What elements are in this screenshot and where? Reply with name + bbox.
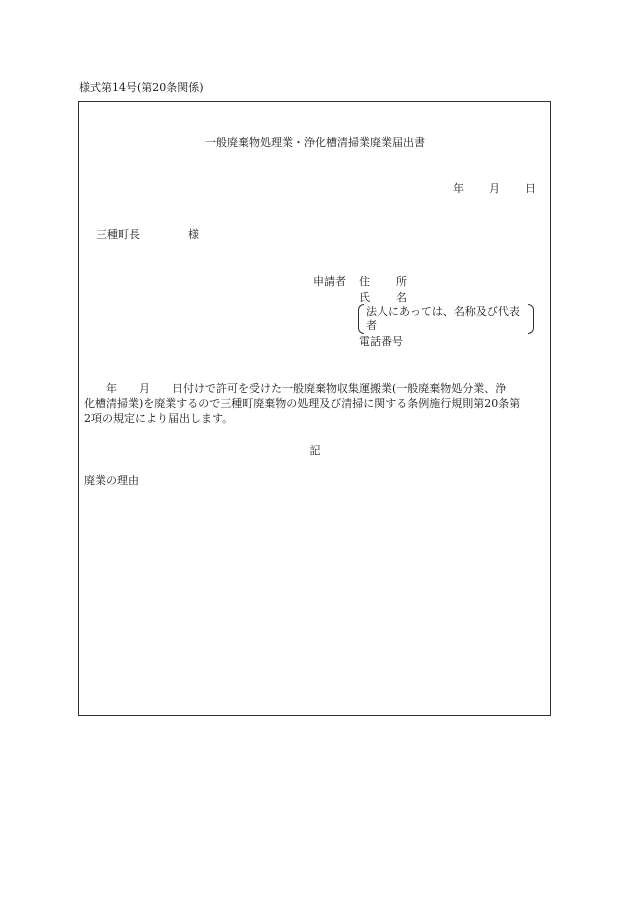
date-day-label: 日 <box>525 182 536 195</box>
phone-label: 電話番号 <box>359 335 403 348</box>
body-line-2: 化槽清掃業)を廃業するので三種町廃棄物の処理及び清掃に関する条例施行規則第20条第 <box>84 397 521 410</box>
address-label: 住 <box>359 275 370 288</box>
form-number: 様式第14号(第20条関係) <box>79 81 204 94</box>
address-label-2: 所 <box>396 275 407 288</box>
date-year-label: 年 <box>453 182 464 195</box>
reason-label: 廃業の理由 <box>84 474 139 487</box>
body-line-1: 年 月 日付けで許可を受けた一般廃棄物収集運搬業(一般廃棄物処分業、浄 <box>84 382 507 395</box>
addressee-honorific: 様 <box>188 228 199 241</box>
corporation-note-line-2: 者 <box>366 319 377 332</box>
corporation-note-line-1: 法人にあっては、名称及び代表 <box>366 305 520 318</box>
ki-label: 記 <box>309 444 321 457</box>
left-bracket <box>358 304 364 334</box>
date-month-label: 月 <box>489 182 500 195</box>
body-paragraph <box>84 381 550 426</box>
addressee-name: 三種町長 <box>96 228 140 241</box>
document-title: 一般廃棄物処理業・浄化槽清掃業廃業届出書 <box>205 136 425 149</box>
body-line-3: 2項の規定により届出します。 <box>84 412 234 425</box>
name-label: 氏 <box>359 291 370 304</box>
applicant-label: 申請者 <box>313 275 346 288</box>
name-label-2: 名 <box>396 291 407 304</box>
right-bracket <box>528 304 534 334</box>
